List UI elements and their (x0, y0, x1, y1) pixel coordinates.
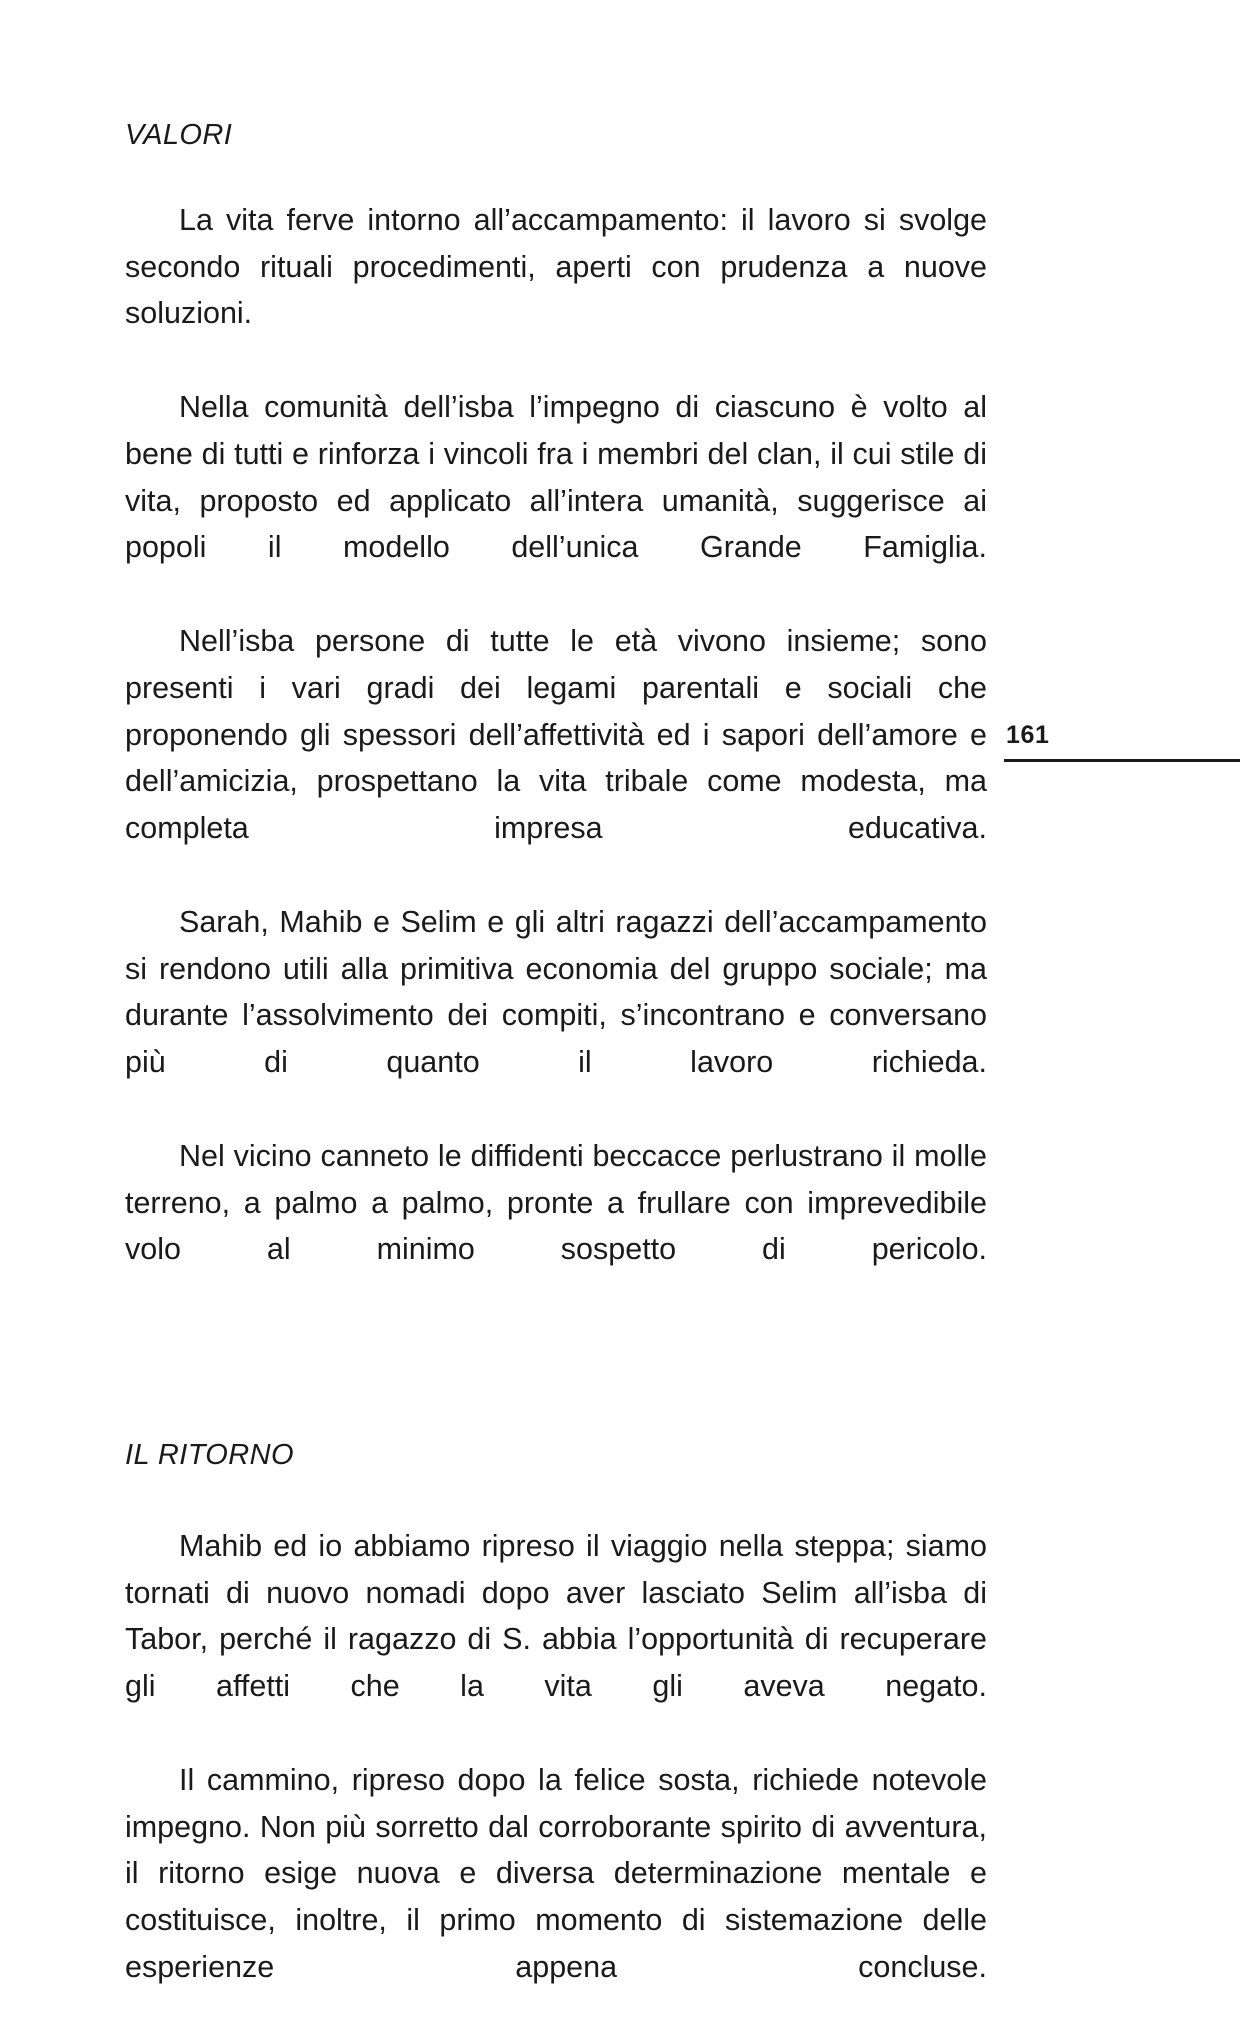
paragraph: Nell’isba persone di tutte le età vivono insieme; sono presenti i vari gradi dei legami parentali e sociali che proponendo gli spessori dell’affettività ed i sapori dell’amore e dell’amicizia, prospettano la vita tribale come modesta, ma completa impresa educativa. (125, 623, 987, 846)
paragraph: La vita ferve intorno all’accampamento: il lavoro si svolge secondo rituali procedimenti, aperti con prudenza a nuove soluzioni. (125, 202, 987, 331)
heading-spacer-1 (125, 153, 987, 197)
page-number: 161 (1006, 721, 1050, 749)
section-spacer (125, 1320, 987, 1438)
heading-spacer-2 (125, 1473, 987, 1523)
folio (1004, 723, 1240, 762)
folio-rule (1004, 759, 1240, 762)
paragraph: Il cammino, ripreso dopo la felice sosta, richiede notevole impegno. Non più sorretto dal corroborante spirito di avventura, il ritorno esige nuova e diversa determinazione mentale e costituisce, inoltre, il primo momento di sistemazione delle esperienze appena concluse. (125, 1762, 987, 1984)
paragraph: Mahib ed io abbiamo ripreso il viaggio nella steppa; siamo tornati di nuovo nomadi dopo aver lasciato Selim all’isba di Tabor, perché il ragazzo di S. abbia l’opportunità di recuperare gli affetti che la vita gli aveva negato. (125, 1528, 987, 1704)
paragraph: Nel vicino canneto le diffidenti beccacce perlustrano il molle terreno, a palmo a palmo, pronte a frullare con imprevedibile volo al minimo sospetto di pericolo. (125, 1138, 987, 1267)
paragraph: Nella comunità dell’isba l’impegno di ciascuno è volto al bene di tutti e rinforza i vincoli fra i membri del clan, il cui stile di vita, proposto ed applicato all’intera umanità, suggerisce ai popoli il modello dell’unica Grande Famiglia. (125, 389, 987, 565)
paragraph: Sarah, Mahib e Selim e gli altri ragazzi dell’accampamento si rendono utili alla primitiva economia del gruppo sociale; ma durante l’assolvimento dei compiti, s’incontrano e conversano più di quanto il lavoro richieda. (125, 904, 987, 1080)
text-column (125, 118, 987, 2037)
section-heading-valori: VALORI (125, 119, 233, 151)
section-heading-il-ritorno: IL RITORNO (125, 1438, 294, 1471)
